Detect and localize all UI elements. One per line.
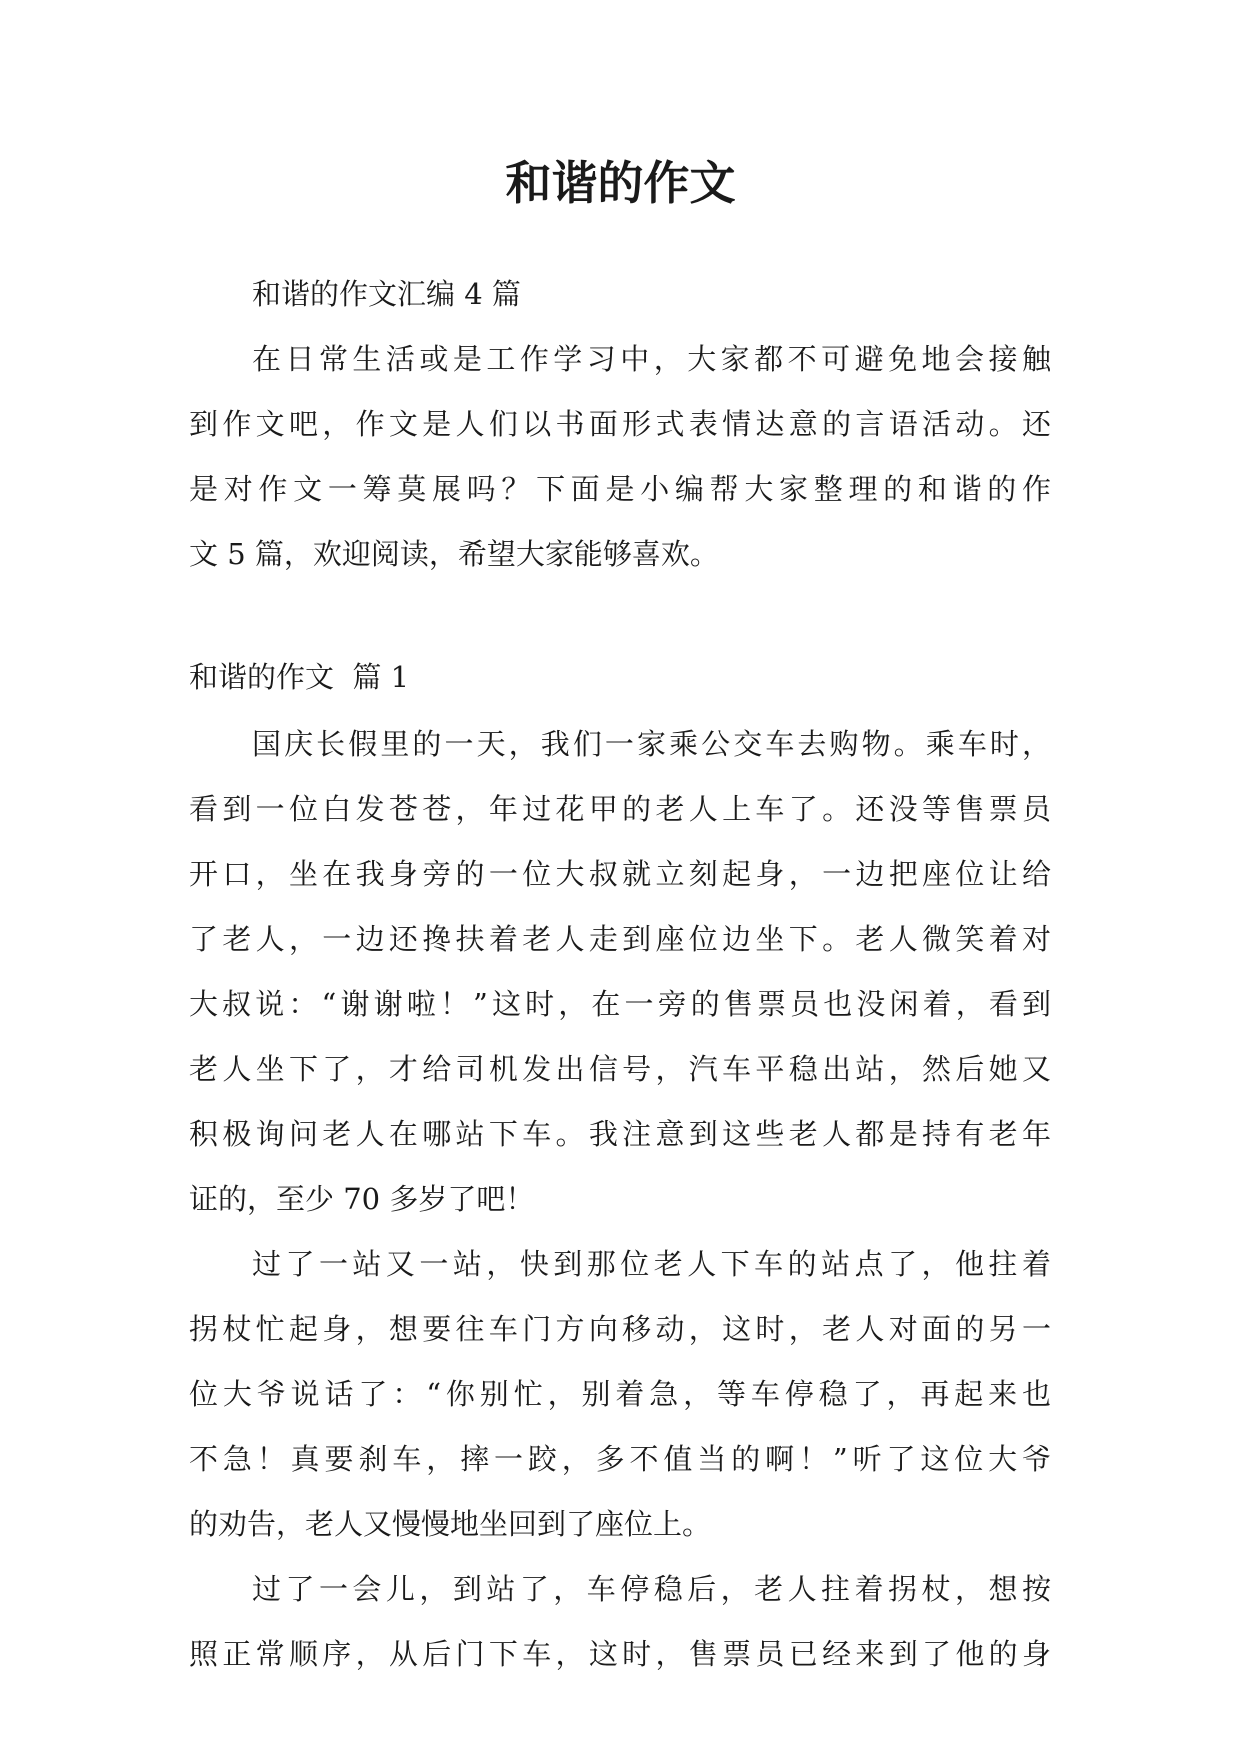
paragraph-line: 国庆长假里的一天，我们一家乘公交车去购物。乘车时， — [252, 727, 1051, 761]
intro-line: 文 5 篇，欢迎阅读，希望大家能够喜欢。 — [189, 537, 719, 571]
paragraph-line: 过了一站又一站，快到那位老人下车的站点了，他拄着 — [252, 1247, 1051, 1281]
paragraph-line: 证的，至少 70 多岁了吧！ — [189, 1182, 535, 1216]
paragraph-line: 看到一位白发苍苍，年过花甲的老人上车了。还没等售票员 — [189, 792, 1051, 826]
paragraph-line: 位大爷说话了：“你别忙，别着急，等车停稳了，再起来也 — [189, 1377, 1051, 1411]
paragraph-line: 照正常顺序，从后门下车，这时，售票员已经来到了他的身 — [189, 1637, 1051, 1671]
paragraph-line: 不急！真要刹车，摔一跤，多不值当的啊！”听了这位大爷 — [189, 1442, 1051, 1476]
paragraph-line: 积极询问老人在哪站下车。我注意到这些老人都是持有老年 — [189, 1117, 1051, 1151]
intro-line: 到作文吧，作文是人们以书面形式表情达意的言语活动。还 — [189, 407, 1051, 441]
intro-line: 在日常生活或是工作学习中，大家都不可避免地会接触 — [252, 342, 1051, 376]
section-heading: 和谐的作文 篇 1 — [189, 660, 410, 694]
intro-line: 是对作文一筹莫展吗？下面是小编帮大家整理的和谐的作 — [189, 472, 1051, 506]
paragraph-line: 开口，坐在我身旁的一位大叔就立刻起身，一边把座位让给 — [189, 857, 1051, 891]
paragraph-line: 拐杖忙起身，想要往车门方向移动，这时，老人对面的另一 — [189, 1312, 1051, 1346]
paragraph-line: 的劝告，老人又慢慢地坐回到了座位上。 — [189, 1507, 712, 1541]
paragraph-line: 老人坐下了，才给司机发出信号，汽车平稳出站，然后她又 — [189, 1052, 1051, 1086]
paragraph-line: 大叔说：“谢谢啦！”这时，在一旁的售票员也没闲着，看到 — [189, 987, 1051, 1021]
document-subtitle: 和谐的作文汇编 4 篇 — [252, 277, 521, 311]
paragraph-line: 过了一会儿，到站了，车停稳后，老人拄着拐杖，想按 — [252, 1572, 1051, 1606]
document-title: 和谐的作文 — [505, 156, 736, 210]
paragraph-line: 了老人，一边还搀扶着老人走到座位边坐下。老人微笑着对 — [189, 922, 1051, 956]
